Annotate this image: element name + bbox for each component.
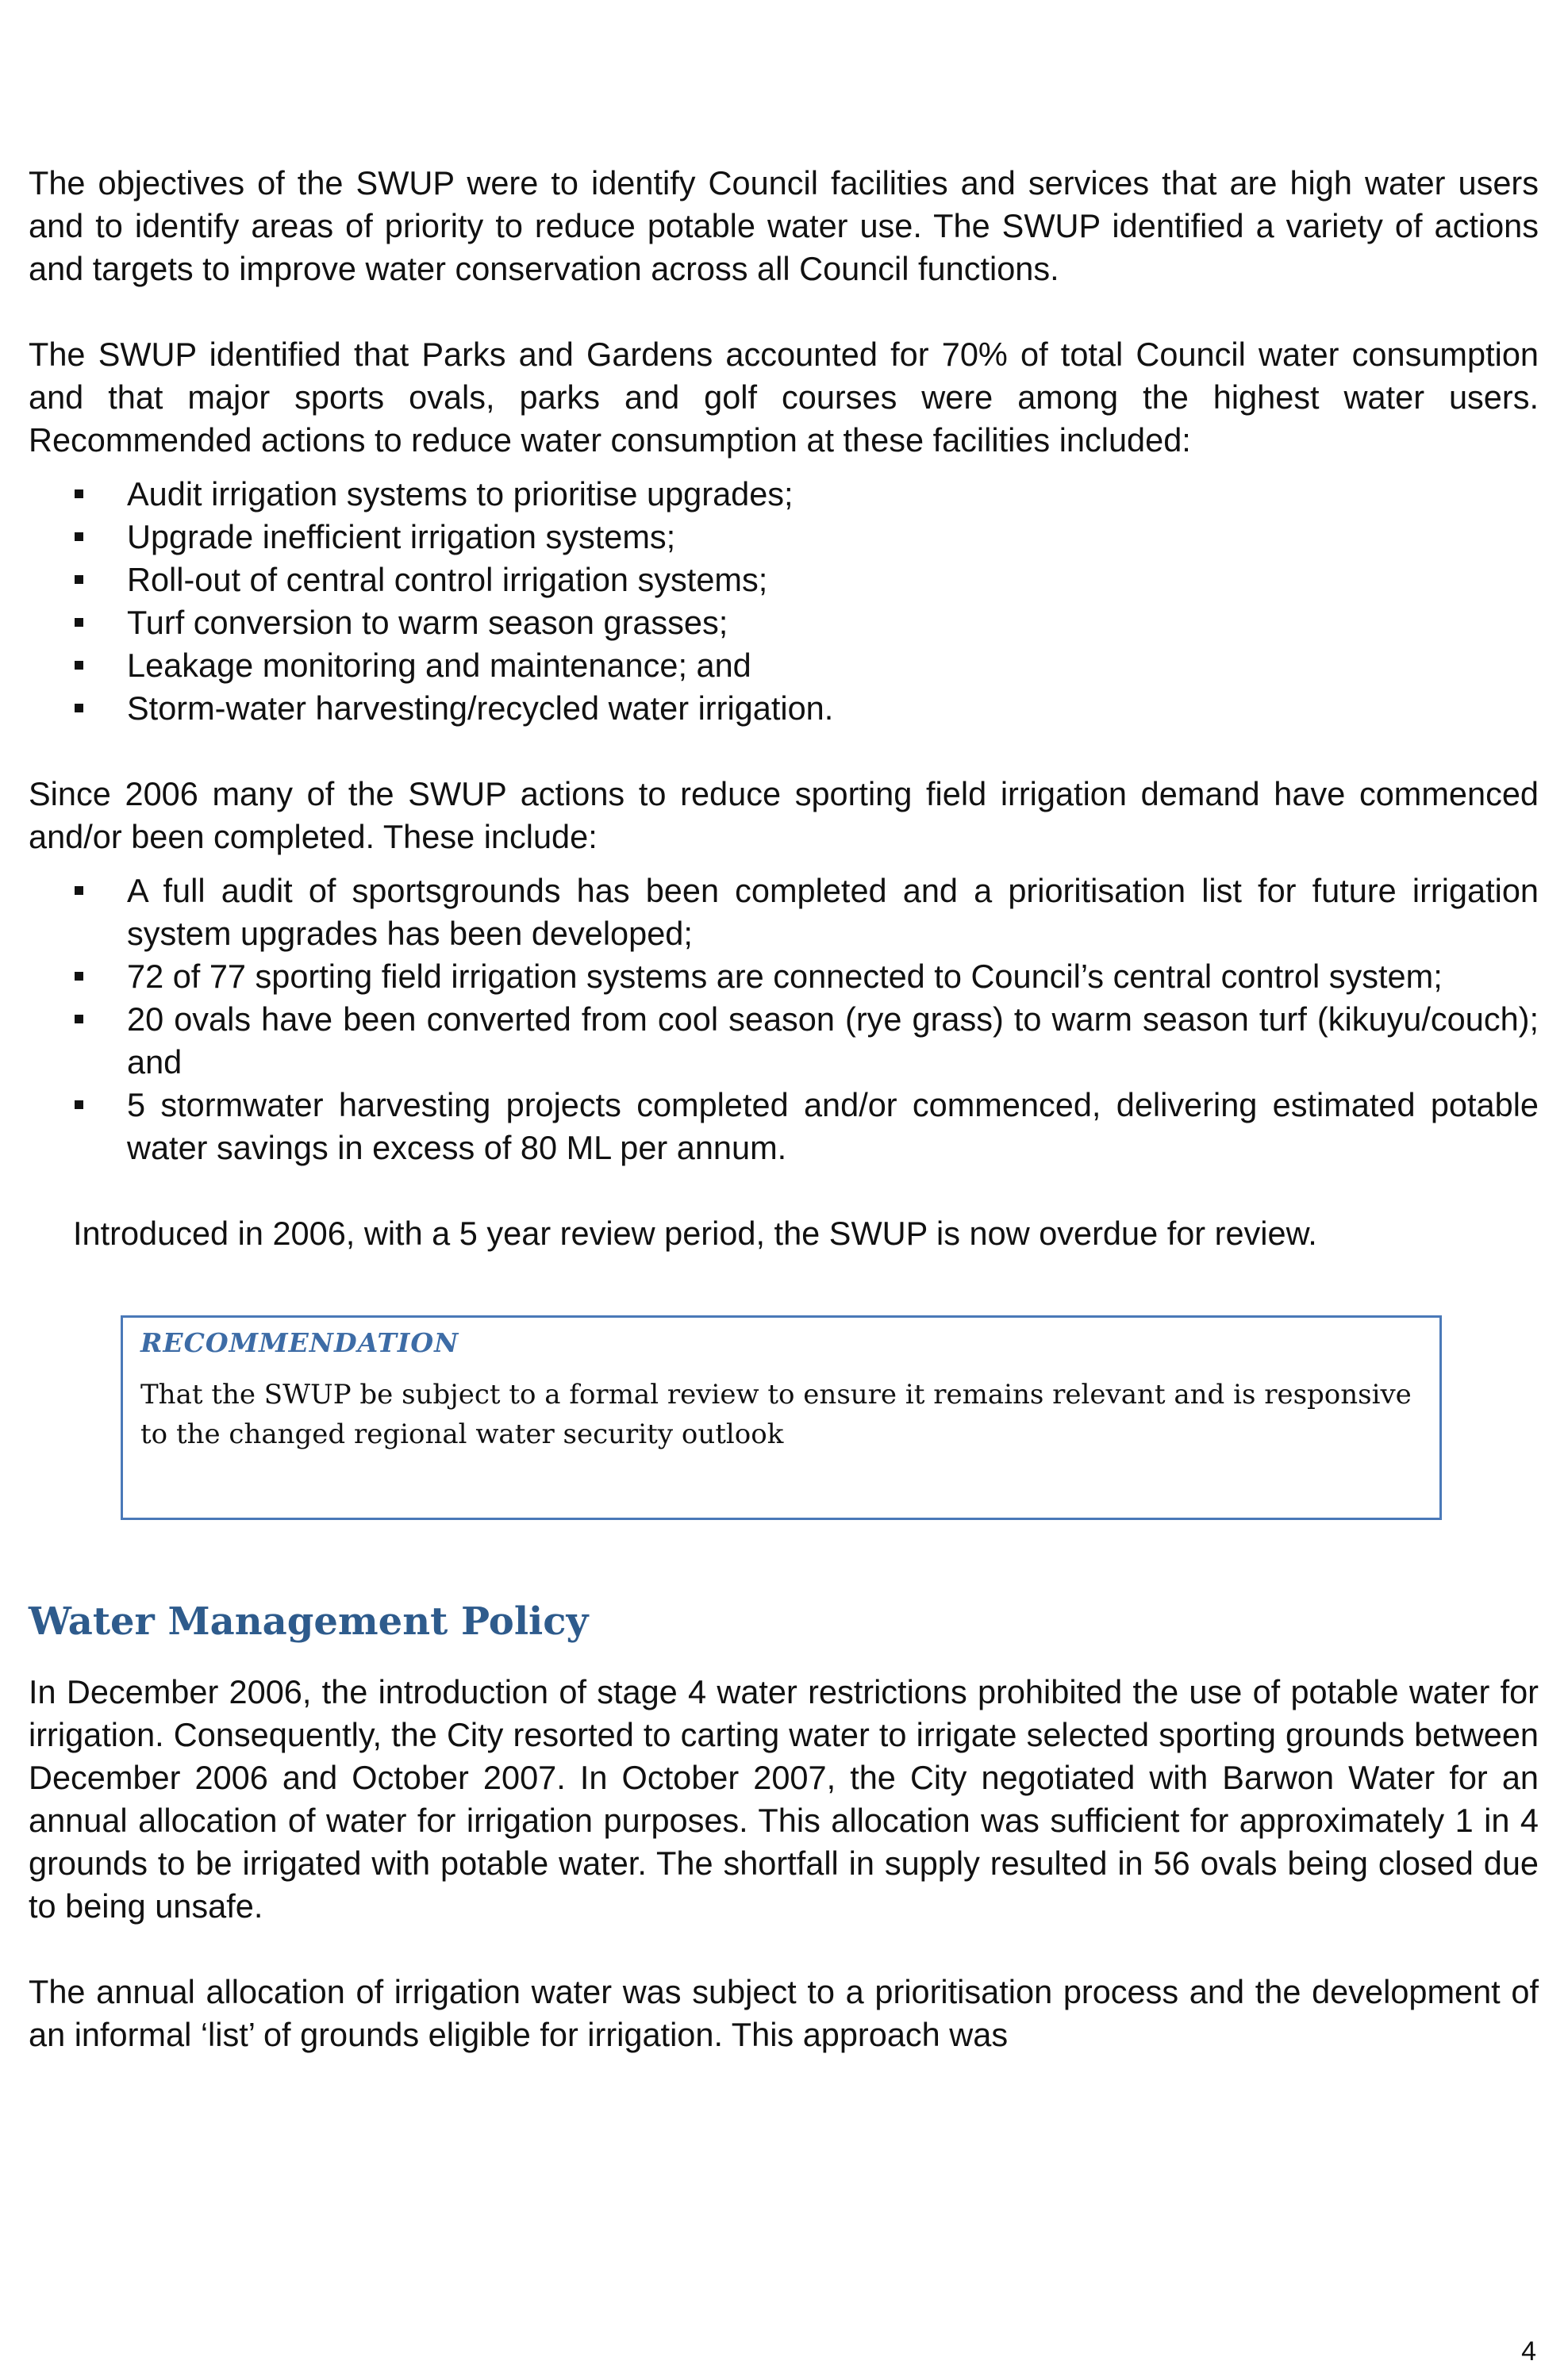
paragraph-annual-allocation: The annual allocation of irrigation water was subject to a prioritisation process and the development of an informal ‘list’ of grounds eligible for irrigation. This approach was (29, 1973, 1539, 2053)
square-bullet-icon (75, 886, 83, 895)
square-bullet-icon (75, 704, 83, 712)
square-bullet-icon (75, 618, 83, 627)
list-item: Roll-out of central control irrigation systems; (127, 559, 1539, 601)
list-item: Audit irrigation systems to prioritise upgrades; (127, 473, 1539, 516)
paragraph-parks-consumption: The SWUP identified that Parks and Gardens accounted for 70% of total Council water consumption and that major sports ovals, parks and golf courses were among the highest water users. Recommended actions to reduce water consumption at these facilities included: (29, 336, 1539, 459)
list-item: 5 stormwater harvesting projects completed and/or commenced, delivering estimated potable water savings in excess of 80 ML per annum. (127, 1084, 1539, 1169)
recommended-actions-list (29, 473, 1539, 730)
square-bullet-icon (75, 575, 83, 584)
square-bullet-icon (75, 1100, 83, 1109)
list-item: 20 ovals have been converted from cool season (rye grass) to warm season turf (kikuyu/couch); and (127, 998, 1539, 1084)
square-bullet-icon (75, 972, 83, 981)
square-bullet-icon (75, 1015, 83, 1023)
list-item: Storm-water harvesting/recycled water irrigation. (127, 687, 1539, 730)
page-number: 4 (1521, 2336, 1536, 2367)
list-item: Leakage monitoring and maintenance; and (127, 644, 1539, 687)
completed-actions-list (29, 869, 1539, 1169)
list-item: Upgrade inefficient irrigation systems; (127, 516, 1539, 559)
paragraph-objectives: The objectives of the SWUP were to identify Council facilities and services that are high water users and to identify areas of priority to reduce potable water use. The SWUP identified a variety of actions and targets to improve water conservation across all Council functions. (29, 164, 1539, 287)
recommendation-title: RECOMMENDATION (140, 1327, 459, 1358)
recommendation-box (121, 1315, 1442, 1520)
paragraph-stage4-restrictions: In December 2006, the introduction of stage 4 water restrictions prohibited the use of potable water for irrigation. Consequently, the City resorted to carting water to irrigate selected sporting grounds between December 2006 and October 2007. In October 2007, the City negotiated with Barwon Water for an annual allocation of water for irrigation purposes. This allocation was sufficient for approximately 1 in 4 grounds to be irrigated with potable water. The shortfall in supply resulted in 56 ovals being closed due to being unsafe. (29, 1673, 1539, 1925)
paragraph-review-overdue: Introduced in 2006, with a 5 year review period, the SWUP is now overdue for review. (73, 1215, 1317, 1252)
square-bullet-icon (75, 532, 83, 541)
square-bullet-icon (75, 661, 83, 670)
paragraph-since-2006: Since 2006 many of the SWUP actions to reduce sporting field irrigation demand have commenced and/or been completed. These include: (29, 775, 1539, 855)
list-item: 72 of 77 sporting field irrigation systems are connected to Council’s central control system; (127, 955, 1539, 998)
square-bullet-icon (75, 489, 83, 498)
section-heading: Water Management Policy (29, 1599, 589, 1644)
list-item: Turf conversion to warm season grasses; (127, 601, 1539, 644)
recommendation-text: That the SWUP be subject to a formal review to ensure it remains relevant and is responsive to the changed regional water security outlook (140, 1379, 1412, 1450)
list-item: A full audit of sportsgrounds has been completed and a prioritisation list for future irrigation system upgrades has been developed; (127, 869, 1539, 955)
document-page (29, 162, 1539, 2056)
